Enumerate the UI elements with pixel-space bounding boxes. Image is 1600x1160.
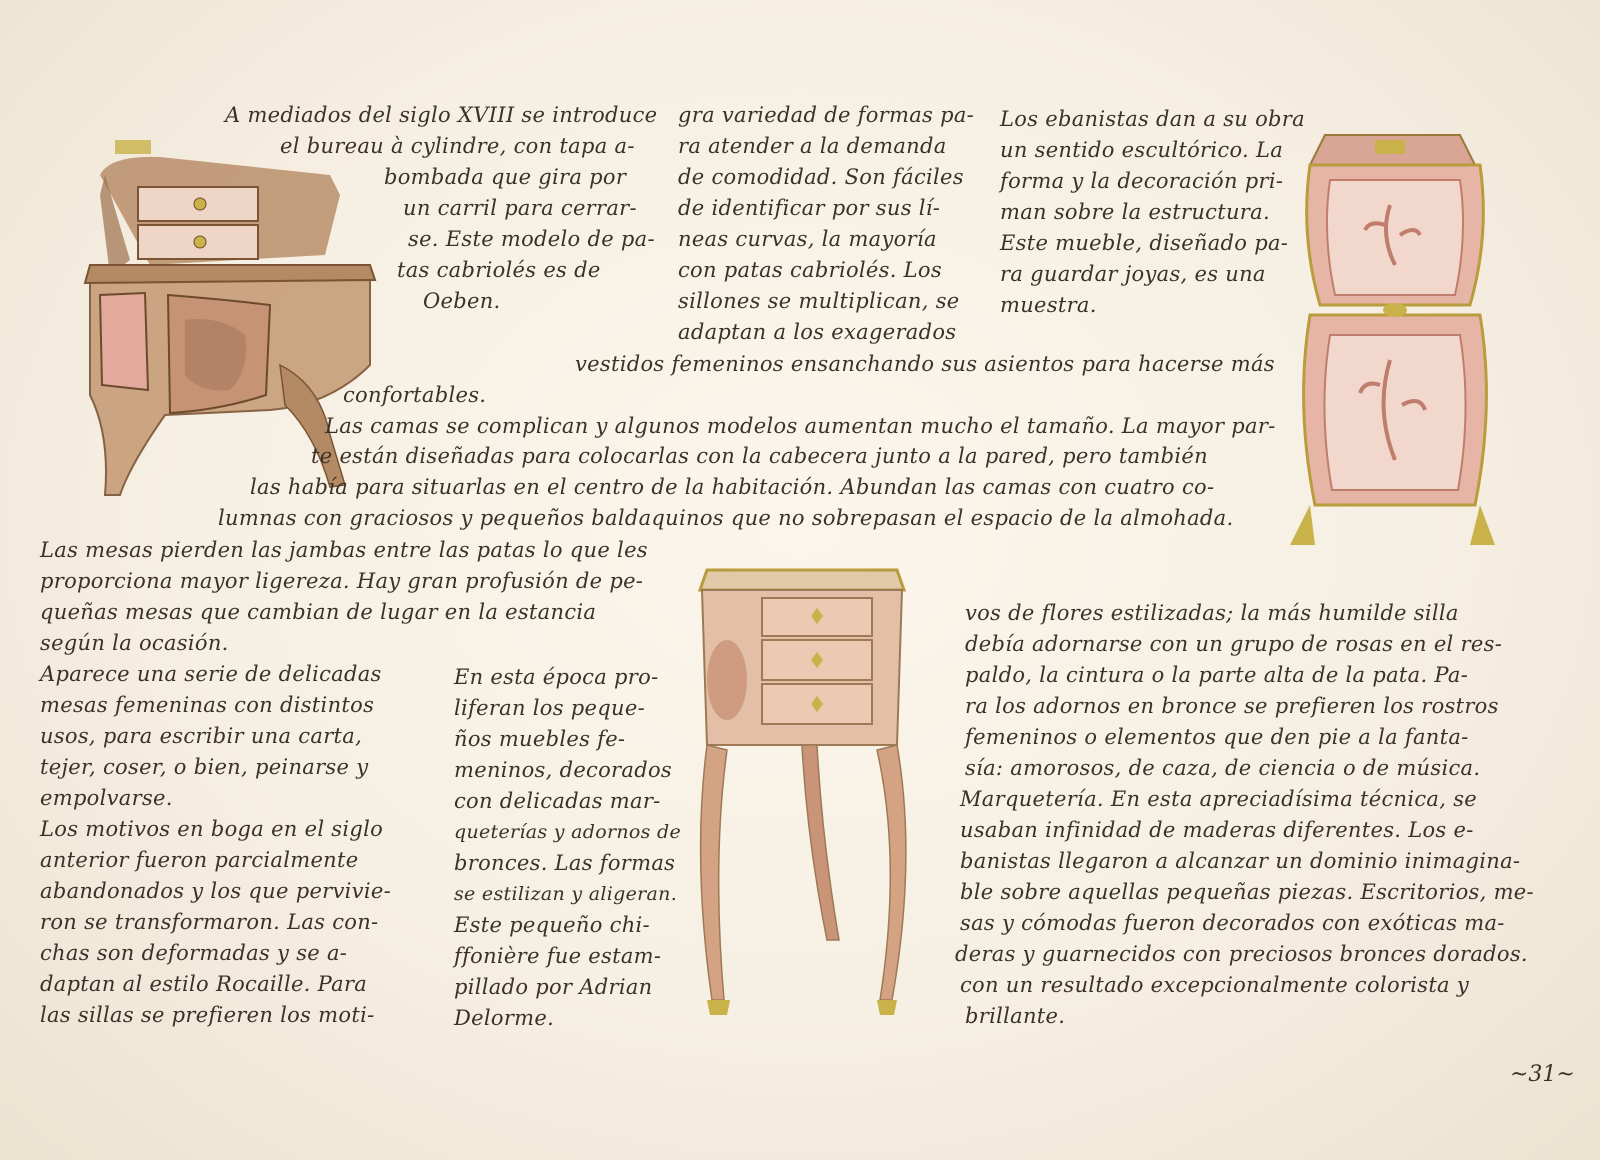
text-line: con patas cabriolés. Los [678, 258, 942, 282]
text-line: Delorme. [454, 1006, 555, 1030]
text-line: el bureau à cylindre, con tapa a- [280, 134, 635, 158]
text-line: confortables. [343, 383, 487, 407]
text-line: proporciona mayor ligereza. Hay gran profusión de pe- [40, 569, 644, 593]
text-line: lumnas con graciosos y pequeños baldaquinos que no sobrepasan el espacio de la almohada. [218, 506, 1234, 530]
text-line: ffonière fue estam- [454, 944, 662, 968]
text-line: usos, para escribir una carta, [40, 724, 363, 748]
text-line: tejer, coser, o bien, peinarse y [40, 755, 369, 779]
text-line: ble sobre aquellas pequeñas piezas. Escritorios, me- [960, 880, 1534, 904]
text-line: Los ebanistas dan a su obra [1000, 107, 1305, 131]
text-line: queterías y adornos de [454, 821, 682, 843]
text-line: debía adornarse con un grupo de rosas en el res- [965, 632, 1503, 656]
text-line: de comodidad. Son fáciles [678, 165, 964, 189]
text-line: queñas mesas que cambian de lugar en la estancia [40, 600, 597, 624]
text-line: ra guardar joyas, es una [1000, 262, 1266, 286]
text-line: con delicadas mar- [454, 789, 661, 813]
text-line: tas cabriolés es de [397, 258, 601, 282]
text-line: abandonados y los que pervivie- [40, 879, 391, 903]
text-line: usaban infinidad de maderas diferentes. Los e- [960, 818, 1474, 842]
text-line: sía: amorosos, de caza, de ciencia o de música. [965, 756, 1481, 780]
text-line: ra atender a la demanda [678, 134, 947, 158]
text-line: mesas femeninas con distintos [40, 693, 375, 717]
text-line: vos de flores estilizadas; la más humilde silla [965, 601, 1459, 625]
text-line: Oeben. [423, 289, 501, 313]
text-line: Este pequeño chi- [454, 913, 650, 937]
text-line: se. Este modelo de pa- [408, 227, 655, 251]
cabinet-drawing [1290, 125, 1500, 555]
text-line: gra variedad de formas pa- [678, 103, 975, 127]
text-line: meninos, decorados [454, 758, 672, 782]
text-line: paldo, la cintura o la parte alta de la pata. Pa- [965, 663, 1469, 687]
chiffoniere-drawing [682, 560, 922, 1030]
text-line: brillante. [965, 1004, 1066, 1028]
text-line: empolvarse. [40, 786, 173, 810]
text-line: daptan al estilo Rocaille. Para [40, 972, 368, 996]
text-line: ra los adornos en bronce se prefieren los rostros [965, 694, 1499, 718]
text-line: man sobre la estructura. [1000, 200, 1270, 224]
text-line: sas y cómodas fueron decorados con exóticas ma- [960, 911, 1505, 935]
text-line: Marquetería. En esta apreciadísima técnica, se [960, 787, 1478, 811]
text-line: ron se transformaron. Las con- [40, 910, 379, 934]
text-line: neas curvas, la mayoría [678, 227, 937, 251]
text-line: según la ocasión. [40, 631, 229, 655]
text-line: te están diseñadas para colocarlas con la cabecera junto a la pared, pero también [311, 444, 1208, 468]
text-line: sillones se multiplican, se [678, 289, 960, 313]
text-line: A mediados del siglo XVIII se introduce [225, 103, 658, 127]
text-line: En esta época pro- [454, 665, 659, 689]
text-line: vestidos femeninos ensanchando sus asientos para hacerse más [575, 352, 1275, 376]
text-line: un carril para cerrar- [403, 196, 637, 220]
text-line: las sillas se prefieren los moti- [40, 1003, 375, 1027]
page-number: ~31~ [1510, 1062, 1575, 1087]
text-line: forma y la decoración pri- [1000, 169, 1284, 193]
text-line: bronces. Las formas [454, 851, 676, 875]
text-line: Este mueble, diseñado pa- [1000, 231, 1289, 255]
text-line: Las camas se complican y algunos modelos aumentan mucho el tamaño. La mayor par- [325, 414, 1276, 438]
text-line: anterior fueron parcialmente [40, 848, 359, 872]
text-line: adaptan a los exagerados [678, 320, 957, 344]
text-line: Aparece una serie de delicadas [40, 662, 382, 686]
text-line: Las mesas pierden las jambas entre las patas lo que les [40, 538, 648, 562]
text-line: de identificar por sus lí- [678, 196, 941, 220]
text-line: bombada que gira por [384, 165, 627, 189]
text-line: chas son deformadas y se a- [40, 941, 348, 965]
text-line: deras y guarnecidos con preciosos bronces dorados. [955, 942, 1528, 966]
text-line: un sentido escultórico. La [1000, 138, 1284, 162]
text-line: Los motivos en boga en el siglo [40, 817, 384, 841]
text-line: femeninos o elementos que den pie a la fanta- [965, 725, 1469, 749]
text-line: banistas llegaron a alcanzar un dominio inimagina- [960, 849, 1521, 873]
text-line: liferan los peque- [454, 696, 645, 720]
text-line: las había para situarlas en el centro de la habitación. Abundan las camas con cuatro co- [250, 475, 1215, 499]
text-line: muestra. [1000, 293, 1097, 317]
text-line: con un resultado excepcionalmente colorista y [960, 973, 1470, 997]
text-line: pillado por Adrian [454, 975, 653, 999]
text-line: se estilizan y aligeran. [454, 883, 678, 905]
text-line: ños muebles fe- [454, 727, 626, 751]
